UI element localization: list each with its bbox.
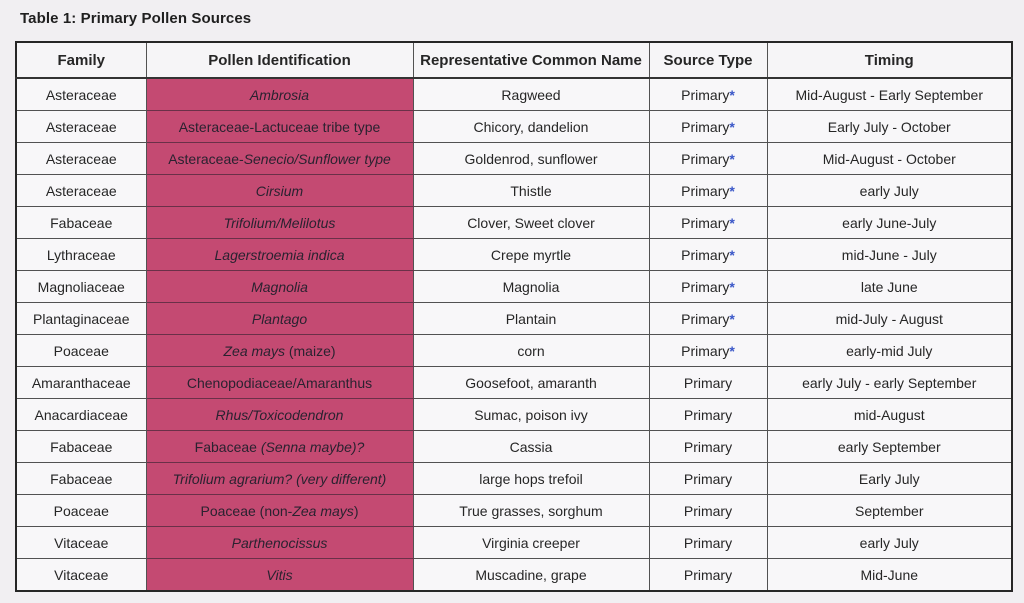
source-type-cell (649, 399, 767, 431)
common-name-cell: Thistle (413, 175, 649, 207)
primary-asterisk-marker: * (729, 310, 735, 327)
common-name-cell: Crepe myrtle (413, 239, 649, 271)
table-row (16, 239, 1012, 271)
table-row (16, 175, 1012, 207)
table-row (16, 559, 1012, 592)
primary-asterisk-marker: * (729, 214, 735, 231)
family-cell: Amaranthaceae (16, 367, 146, 399)
source-type-cell (649, 367, 767, 399)
header-source-type: Source Type (649, 42, 767, 78)
table-row (16, 143, 1012, 175)
common-name-cell: Goosefoot, amaranth (413, 367, 649, 399)
source-type-cell (649, 111, 767, 143)
table-header (16, 42, 1012, 78)
common-name-cell: Ragweed (413, 78, 649, 111)
source-type-text: Primary (683, 438, 733, 455)
timing-cell: early-mid July (767, 335, 1012, 367)
timing-cell: Mid-August - Early September (767, 78, 1012, 111)
common-name-cell: Goldenrod, sunflower (413, 143, 649, 175)
pollen-sources-table (15, 41, 1013, 592)
common-name-cell: corn (413, 335, 649, 367)
pollen-text-segment: Trifolium/Melilotus (223, 214, 336, 231)
pollen-identification-cell (146, 143, 413, 175)
timing-cell: early September (767, 431, 1012, 463)
pollen-identification-cell (146, 271, 413, 303)
primary-asterisk-marker: * (729, 278, 735, 295)
source-type-cell (649, 463, 767, 495)
source-type-text: Primary (683, 566, 733, 583)
pollen-text-segment: Asteraceae-Lactuceae tribe type (178, 118, 381, 135)
common-name-cell: Magnolia (413, 271, 649, 303)
source-type-cell (649, 527, 767, 559)
pollen-text-segment: Cirsium (255, 182, 304, 199)
family-cell: Vitaceae (16, 527, 146, 559)
source-type-cell (649, 271, 767, 303)
pollen-identification-cell (146, 527, 413, 559)
pollen-text-segment: (Senna maybe)? (260, 438, 365, 455)
table-row (16, 367, 1012, 399)
pollen-identification-cell (146, 78, 413, 111)
table-title: Table 1: Primary Pollen Sources (20, 10, 252, 27)
pollen-text-segment: Trifolium agrarium? (very different) (172, 470, 387, 487)
timing-cell: Mid-August - October (767, 143, 1012, 175)
pollen-text-segment: (maize) (284, 342, 336, 359)
common-name-cell: large hops trefoil (413, 463, 649, 495)
common-name-cell: Cassia (413, 431, 649, 463)
family-cell: Asteraceae (16, 111, 146, 143)
source-type-cell (649, 495, 767, 527)
timing-cell: September (767, 495, 1012, 527)
header-common-name: Representative Common Name (413, 42, 649, 78)
source-type-text: Primary (681, 246, 730, 263)
source-type-cell (649, 78, 767, 111)
primary-asterisk-marker: * (729, 246, 735, 263)
timing-cell: Mid-June (767, 559, 1012, 592)
pollen-text-segment: Vitis (266, 566, 293, 583)
table-row (16, 207, 1012, 239)
common-name-cell: True grasses, sorghum (413, 495, 649, 527)
source-type-text: Primary (681, 182, 730, 199)
table-row (16, 335, 1012, 367)
family-cell: Lythraceae (16, 239, 146, 271)
timing-cell: Early July (767, 463, 1012, 495)
source-type-text: Primary (683, 470, 733, 487)
primary-asterisk-marker: * (729, 118, 735, 135)
table-row (16, 495, 1012, 527)
header-family: Family (16, 42, 146, 78)
pollen-identification-cell (146, 239, 413, 271)
source-type-cell (649, 431, 767, 463)
pollen-text-segment: Zea mays (223, 342, 285, 359)
family-cell: Fabaceae (16, 207, 146, 239)
common-name-cell: Sumac, poison ivy (413, 399, 649, 431)
pollen-text-segment: Fabaceae (194, 438, 261, 455)
pollen-text-segment: Magnolia (251, 278, 308, 295)
timing-cell: early June-July (767, 207, 1012, 239)
pollen-identification-cell (146, 335, 413, 367)
source-type-cell (649, 207, 767, 239)
source-type-cell (649, 175, 767, 207)
table-row (16, 78, 1012, 111)
source-type-text: Primary (681, 278, 730, 295)
family-cell: Vitaceae (16, 559, 146, 592)
pollen-text-segment: Zea mays (292, 502, 354, 519)
family-cell: Plantaginaceae (16, 303, 146, 335)
primary-asterisk-marker: * (729, 86, 735, 103)
source-type-text: Primary (683, 406, 733, 423)
source-type-cell (649, 239, 767, 271)
source-type-text: Primary (683, 534, 733, 551)
pollen-text-segment: Plantago (251, 310, 308, 327)
family-cell: Poaceae (16, 335, 146, 367)
family-cell: Magnoliaceae (16, 271, 146, 303)
table-row (16, 463, 1012, 495)
source-type-cell (649, 335, 767, 367)
table-body (16, 78, 1012, 591)
common-name-cell: Chicory, dandelion (413, 111, 649, 143)
family-cell: Asteraceae (16, 78, 146, 111)
primary-asterisk-marker: * (729, 150, 735, 167)
table-row (16, 303, 1012, 335)
source-type-text: Primary (683, 502, 733, 519)
common-name-cell: Muscadine, grape (413, 559, 649, 592)
common-name-cell: Clover, Sweet clover (413, 207, 649, 239)
family-cell: Fabaceae (16, 463, 146, 495)
source-type-cell (649, 303, 767, 335)
family-cell: Asteraceae (16, 143, 146, 175)
timing-cell: mid-July - August (767, 303, 1012, 335)
header-timing: Timing (767, 42, 1012, 78)
common-name-cell: Virginia creeper (413, 527, 649, 559)
source-type-text: Primary (681, 342, 730, 359)
pollen-identification-cell (146, 495, 413, 527)
primary-asterisk-marker: * (729, 342, 735, 359)
timing-cell: early July (767, 527, 1012, 559)
common-name-cell: Plantain (413, 303, 649, 335)
table-row (16, 111, 1012, 143)
pollen-identification-cell (146, 399, 413, 431)
pollen-text-segment: Chenopodiaceae/Amaranthus (186, 374, 373, 391)
pollen-text-segment: Lagerstroemia indica (214, 246, 345, 263)
timing-cell: early July - early September (767, 367, 1012, 399)
family-cell: Anacardiaceae (16, 399, 146, 431)
pollen-identification-cell (146, 175, 413, 207)
family-cell: Poaceae (16, 495, 146, 527)
pollen-identification-cell (146, 207, 413, 239)
timing-cell: mid-August (767, 399, 1012, 431)
pollen-text-segment: Asteraceae- (168, 150, 244, 167)
timing-cell: late June (767, 271, 1012, 303)
pollen-text-segment: Senecio/Sunflower type (243, 150, 391, 167)
pollen-identification-cell (146, 111, 413, 143)
pollen-identification-cell (146, 367, 413, 399)
pollen-text-segment: Ambrosia (249, 86, 310, 103)
source-type-text: Primary (681, 214, 730, 231)
timing-cell: Early July - October (767, 111, 1012, 143)
source-type-text: Primary (681, 310, 730, 327)
family-cell: Fabaceae (16, 431, 146, 463)
pollen-text-segment: Poaceae (non- (200, 502, 293, 519)
pollen-text-segment: Rhus/Toxicodendron (215, 406, 344, 423)
source-type-cell (649, 143, 767, 175)
table-row (16, 399, 1012, 431)
table-row (16, 431, 1012, 463)
table-row (16, 271, 1012, 303)
source-type-text: Primary (681, 150, 730, 167)
source-type-text: Primary (683, 374, 733, 391)
header-row (16, 42, 1012, 78)
source-type-cell (649, 559, 767, 592)
source-type-text: Primary (681, 118, 730, 135)
pollen-text-segment: Parthenocissus (231, 534, 328, 551)
source-type-text: Primary (681, 86, 730, 103)
family-cell: Asteraceae (16, 175, 146, 207)
header-pollen-identification: Pollen Identification (146, 42, 413, 78)
table-row (16, 527, 1012, 559)
timing-cell: early July (767, 175, 1012, 207)
timing-cell: mid-June - July (767, 239, 1012, 271)
pollen-text-segment: ) (353, 502, 359, 519)
primary-asterisk-marker: * (729, 182, 735, 199)
pollen-identification-cell (146, 431, 413, 463)
pollen-identification-cell (146, 559, 413, 592)
pollen-identification-cell (146, 303, 413, 335)
pollen-identification-cell (146, 463, 413, 495)
